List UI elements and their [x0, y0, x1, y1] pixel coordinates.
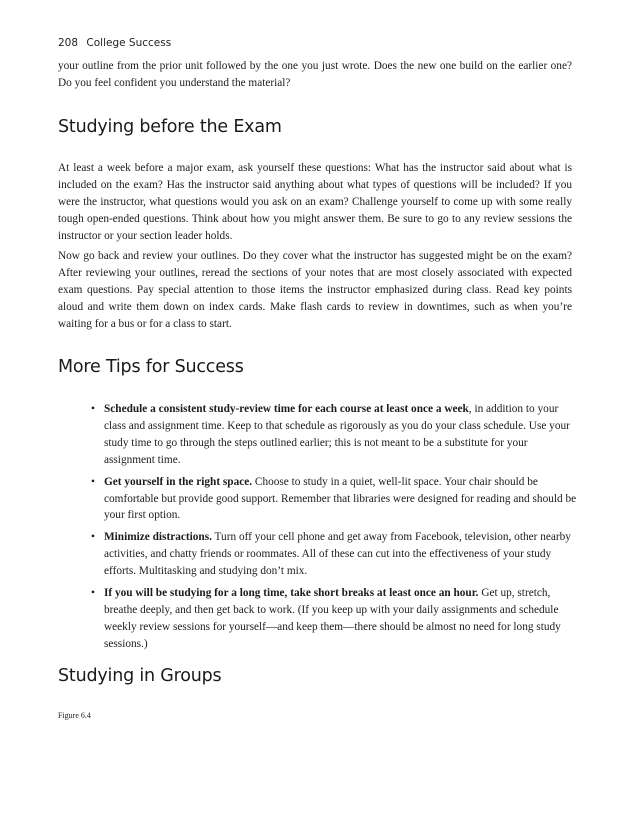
- tip-bold: Schedule a consistent study-review time for each course at least once a week: [104, 403, 469, 415]
- heading-studying-in-groups: Studying in Groups: [58, 666, 222, 686]
- heading-more-tips: More Tips for Success: [58, 357, 244, 377]
- list-item: [91, 585, 577, 653]
- tips-list: [91, 401, 577, 658]
- heading-studying-before-exam: Studying before the Exam: [58, 117, 282, 137]
- list-item: [91, 529, 577, 580]
- tip-bold: Minimize distractions.: [104, 531, 212, 544]
- tip-text: , in addition to your class and assignment time. Keep to that schedule as rigorously as you do your class schedule. Use your study time to go through the steps outlined earlier; this is not meant to be a substitute for your assignment time.: [104, 403, 570, 466]
- bullet-icon: •: [91, 587, 95, 600]
- bullet-icon: •: [91, 475, 95, 488]
- book-title: College Success: [86, 37, 172, 49]
- list-item: [91, 474, 577, 525]
- tip-text: Choose to study in a quiet, well-lit space. Your chair should be comfortable but provide good support. Remember that libraries were designed for reading and should be your first option.: [104, 475, 577, 522]
- intro-paragraph: your outline from the prior unit followed by the one you just wrote. Does the new one build on the earlier one? Do you feel confident you understand the material?: [58, 60, 572, 89]
- bullet-icon: •: [91, 531, 95, 544]
- tip-text: Get up, stretch, breathe deeply, and then get back to work. (If you keep up with your daily assignments and schedule weekly review sessions for yourself—and keep them—there should be almost no need for long study sessions.): [104, 587, 561, 650]
- exam-prep-paragraph-1: At least a week before a major exam, ask yourself these questions: What has the instructor said about what is included on the exam? Has the instructor said anything about what types of questions will be included? If you were the instructor, what questions would you ask on an exam? Challenge yourself to come up with some really tough open-ended questions. Think about how you might answer them. Be sure to go to any review sessions the instructor or your section leader holds.: [58, 162, 572, 242]
- tip-bold: Get yourself in the right space.: [104, 475, 253, 488]
- bullet-icon: •: [91, 403, 95, 415]
- tip-bold: If you will be studying for a long time, take short breaks at least once an hour.: [104, 587, 479, 600]
- exam-prep-paragraph-2: Now go back and review your outlines. Do they cover what the instructor has suggested might be on the exam? After reviewing your outlines, reread the sections of your notes that are most closely associated with expected exam questions. Pay special attention to those items the instructor emphasized during class. Read key points aloud and write them down on index cards. Make flash cards to review in downtimes, such as when you’re waiting for a bus or for a class to start.: [58, 250, 572, 330]
- tip-text: Turn off your cell phone and get away from Facebook, television, other nearby activities, and chatty friends or roommates. All of these can cut into the effectiveness of your study efforts. Multitasking and studying don’t mix.: [104, 531, 571, 578]
- page-number: 208: [58, 37, 79, 49]
- figure-caption: Figure 6.4: [58, 711, 91, 720]
- list-item: [91, 401, 577, 469]
- running-head: [58, 37, 171, 49]
